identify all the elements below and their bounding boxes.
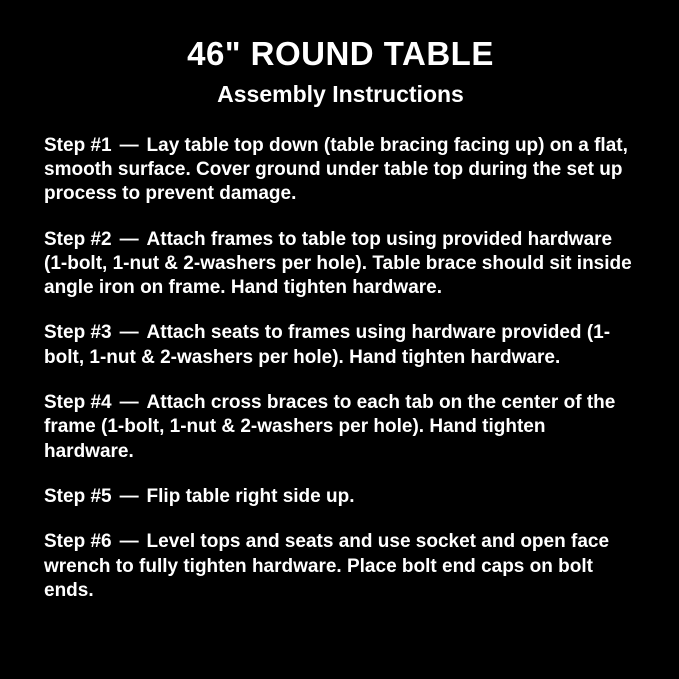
step-1-text: Lay table top down (table bracing facing up) on a flat, smooth surface. Cover ground under table top during the set up process to prevent damage. <box>44 134 628 205</box>
step-5-separator: — <box>119 486 139 508</box>
step-5-label: Step #5 <box>44 486 112 508</box>
step-6-text: Level tops and seats and use socket and open face wrench to fully tighten hardware. Place bolt end caps on bolt ends. <box>44 531 610 601</box>
page-subtitle: Assembly Instructions <box>217 81 464 108</box>
step-3-separator: — <box>119 322 139 344</box>
step-6-separator: — <box>119 531 139 553</box>
step-2-separator: — <box>119 228 139 250</box>
page-title: 46" ROUND TABLE <box>187 35 494 72</box>
step-5-text: Flip table right side up. <box>146 486 355 508</box>
step-4 <box>44 391 637 464</box>
step-5 <box>44 485 637 509</box>
step-1 <box>44 134 637 207</box>
step-2 <box>44 228 637 301</box>
step-3 <box>44 321 637 370</box>
step-1-separator: — <box>119 134 139 156</box>
step-4-text: Attach cross braces to each tab on the center of the frame (1-bolt, 1-nut & 2-washers per hole). Hand tighten hardware. <box>44 392 616 462</box>
step-4-separator: — <box>119 392 139 414</box>
step-2-text: Attach frames to table top using provided hardware (1-bolt, 1-nut & 2-washers per hole). Table brace should sit inside angle iron on frame. Hand tighten hardware. <box>44 228 632 299</box>
step-4-label: Step #4 <box>44 392 112 414</box>
step-3-text: Attach seats to frames using hardware provided (1-bolt, 1-nut & 2-washers per hole). Hand tighten hardware. <box>44 322 611 368</box>
step-2-label: Step #2 <box>44 228 112 250</box>
step-6-label: Step #6 <box>44 531 112 553</box>
step-1-label: Step #1 <box>44 134 112 156</box>
step-6 <box>44 530 637 603</box>
step-3-label: Step #3 <box>44 322 112 344</box>
